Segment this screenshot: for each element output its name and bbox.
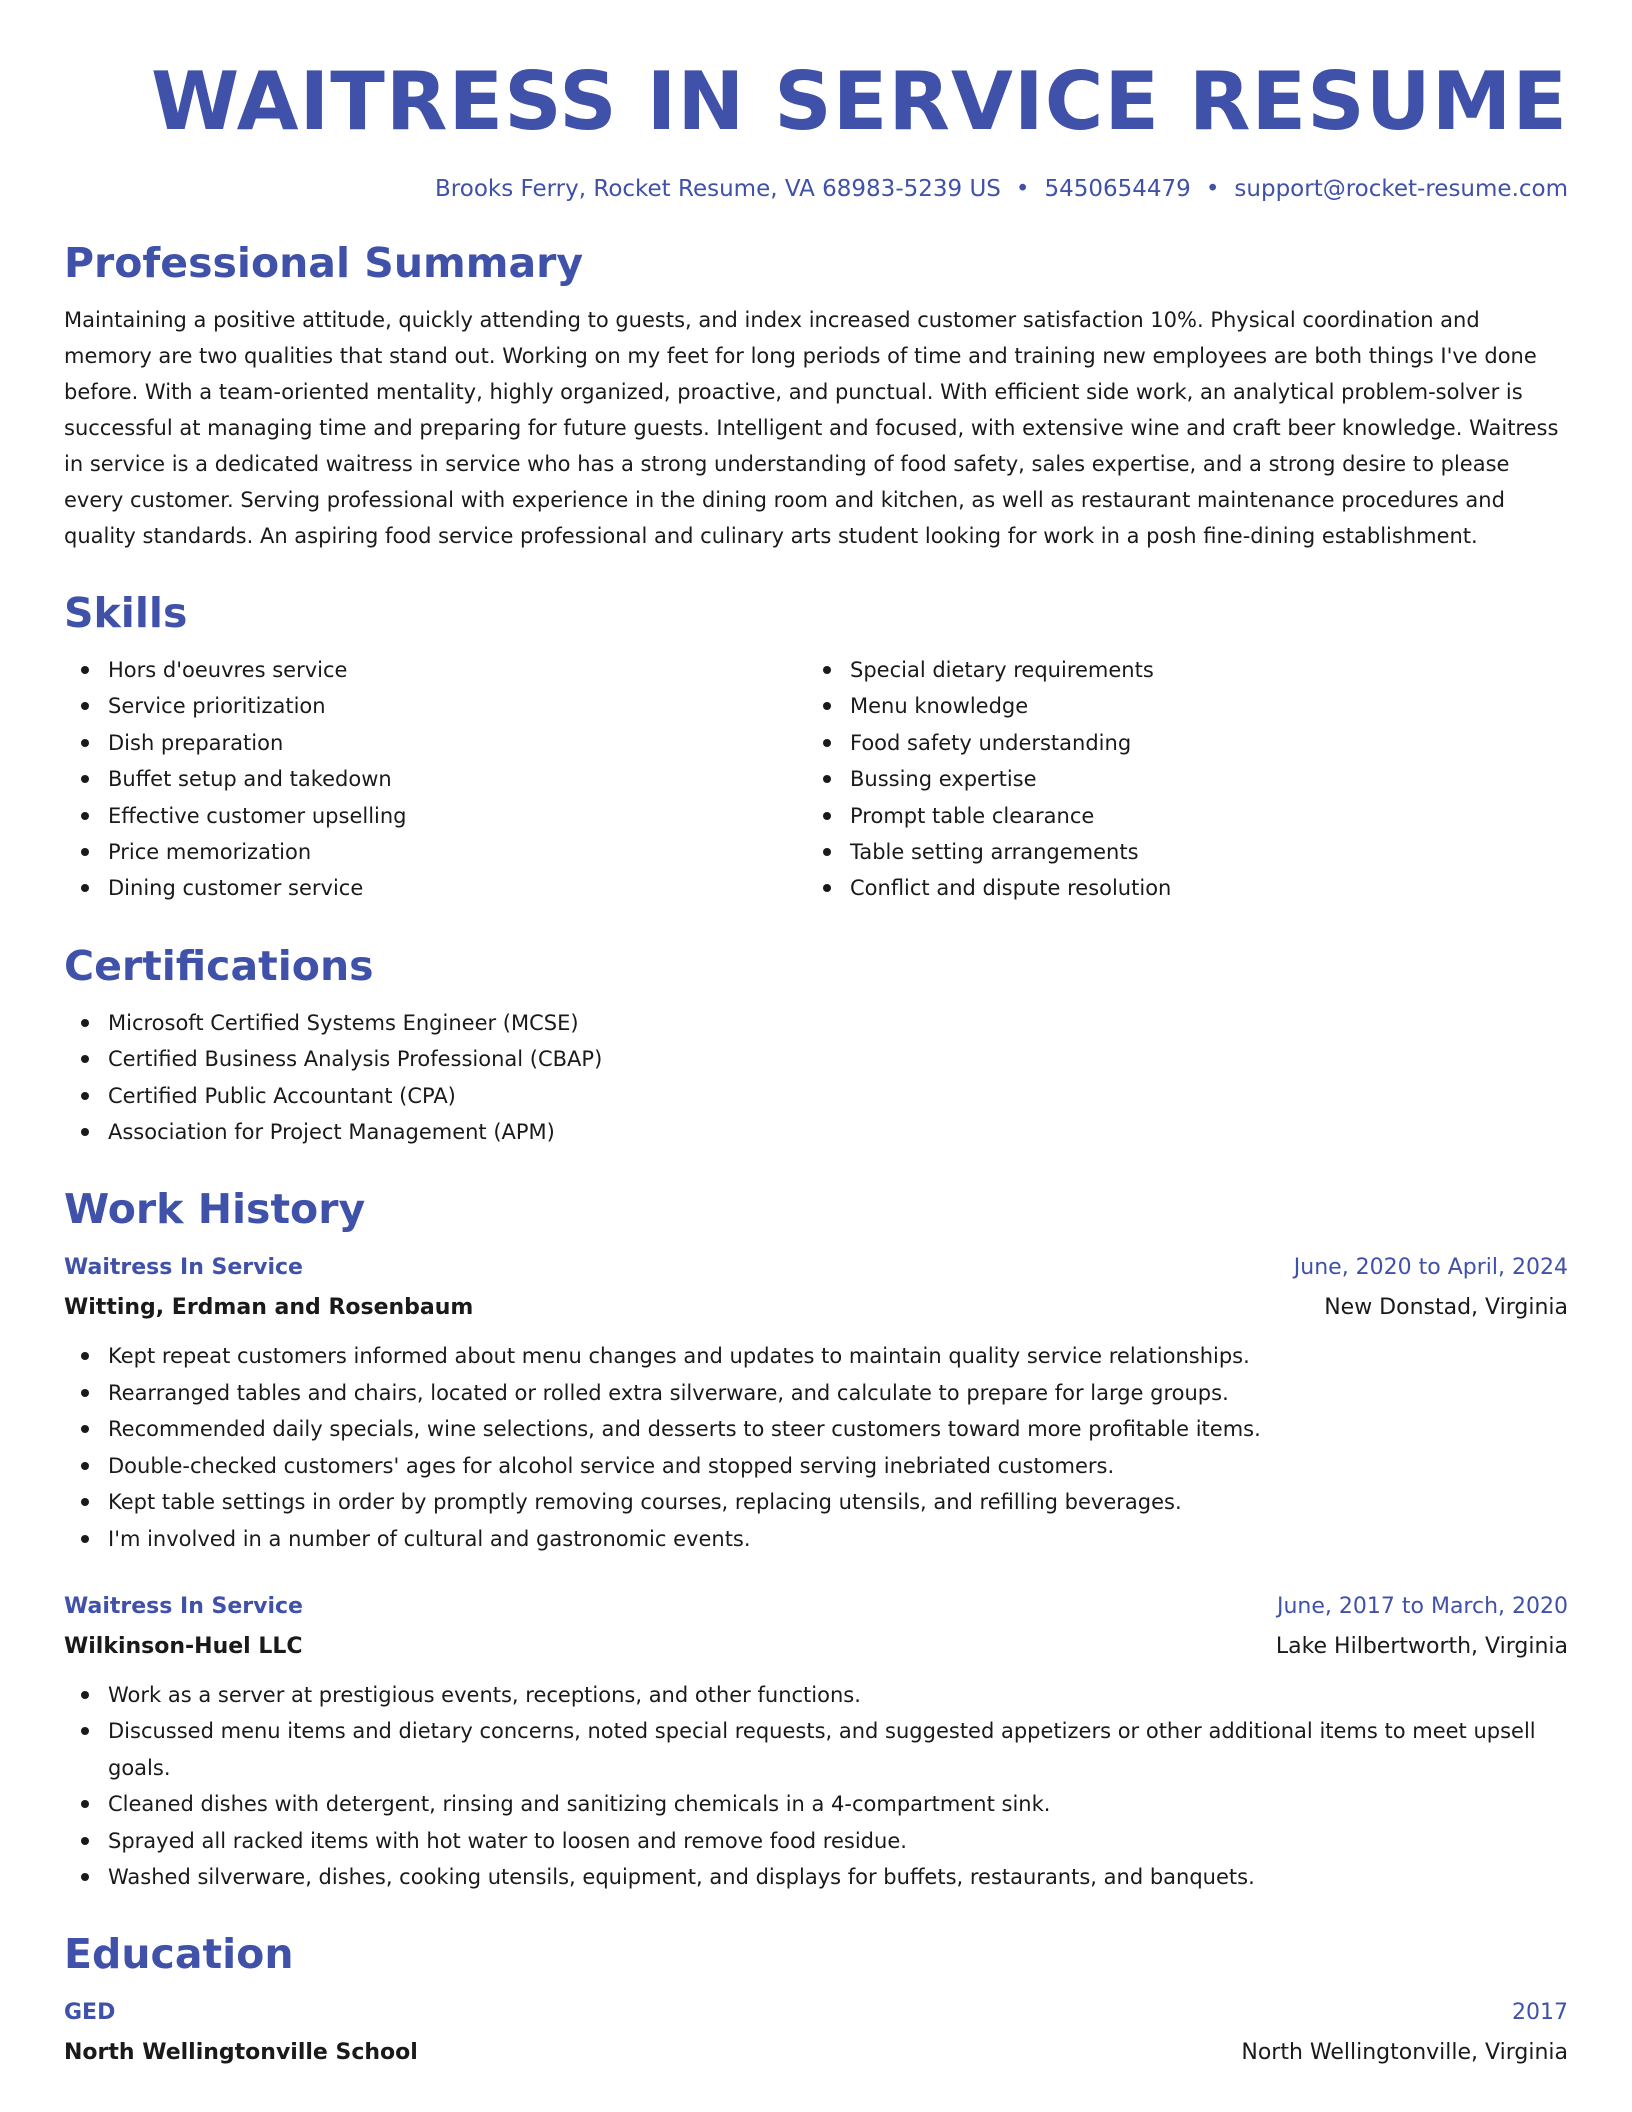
- certification-item: Certified Public Accountant (CPA): [64, 1078, 1568, 1114]
- skill-item: Conflict and dispute resolution: [806, 870, 1568, 906]
- certifications-title: Certifications: [64, 941, 374, 990]
- job-entry: [64, 1587, 1568, 1895]
- skills-list-left: [64, 652, 806, 907]
- certifications-section: [64, 941, 1568, 1151]
- education-section: [64, 1929, 1568, 2073]
- skill-item: Bussing expertise: [806, 761, 1568, 797]
- skill-item: Service prioritization: [64, 688, 806, 724]
- job-header-row: [64, 1248, 1568, 1288]
- job-company: Wilkinson-Huel LLC: [64, 1633, 303, 1659]
- education-year: 2017: [1512, 2000, 1568, 2026]
- skill-item: Menu knowledge: [806, 688, 1568, 724]
- work-history-section: [64, 1184, 1568, 1895]
- skill-item: Prompt table clearance: [806, 798, 1568, 834]
- job-title: Waitress In Service: [64, 1593, 303, 1619]
- job-bullet: Work as a server at prestigious events, receptions, and other functions.: [64, 1677, 1568, 1713]
- certifications-list: [64, 1005, 1568, 1151]
- contact-address: Brooks Ferry, Rocket Resume, VA 68983-5239 US: [435, 176, 1001, 202]
- skills-section: [64, 588, 1568, 907]
- education-header-row: [64, 1993, 1568, 2033]
- skill-item: Price memorization: [64, 834, 806, 870]
- job-bullet: Recommended daily specials, wine selections, and desserts to steer customers toward more profitable items.: [64, 1411, 1568, 1447]
- education-title: Education: [64, 1930, 294, 1979]
- resume-header: [64, 0, 1568, 204]
- job-title: Waitress In Service: [64, 1255, 303, 1281]
- job-bullet: Kept repeat customers informed about menu changes and updates to maintain quality service relationships.: [64, 1338, 1568, 1374]
- contact-email: support@rocket-resume.com: [1234, 176, 1568, 202]
- job-entry: [64, 1248, 1568, 1556]
- job-dates: June, 2017 to March, 2020: [1277, 1593, 1568, 1619]
- job-bullet: Washed silverware, dishes, cooking utensils, equipment, and displays for buffets, restaurants, and banquets.: [64, 1859, 1568, 1895]
- skill-item: Hors d'oeuvres service: [64, 652, 806, 688]
- contact-separator: •: [1205, 176, 1220, 202]
- skill-item: Buffet setup and takedown: [64, 761, 806, 797]
- job-bullets: [64, 1677, 1568, 1895]
- job-company-row: [64, 1627, 1568, 1667]
- certification-item: Association for Project Management (APM): [64, 1114, 1568, 1150]
- skill-item: Dining customer service: [64, 870, 806, 906]
- job-bullet: Discussed menu items and dietary concerns, noted special requests, and suggested appetizers or other additional items to meet upsell goals.: [64, 1713, 1568, 1786]
- skill-item: Special dietary requirements: [806, 652, 1568, 688]
- skills-grid: [64, 652, 1568, 907]
- job-bullet: Rearranged tables and chairs, located or rolled extra silverware, and calculate to prepare for large groups.: [64, 1375, 1568, 1411]
- education-school-row: [64, 2033, 1568, 2073]
- job-bullet: Double-checked customers' ages for alcohol service and stopped serving inebriated customers.: [64, 1448, 1568, 1484]
- skill-item: Effective customer upselling: [64, 798, 806, 834]
- job-company-row: [64, 1288, 1568, 1328]
- skill-item: Table setting arrangements: [806, 834, 1568, 870]
- skill-item: Dish preparation: [64, 725, 806, 761]
- contact-separator: •: [1015, 176, 1030, 202]
- summary-text: Maintaining a positive attitude, quickly attending to guests, and index increased customer satisfaction 10%. Physical coordination and memory are two qualities that stand out. Working on my feet for long periods of time and training new employees are both things I've done before. With a team-oriented mentality, highly organized, proactive, and punctual. With efficient side work, an analytical problem-solver is successful at managing time and preparing for future guests. Intelligent and focused, with extensive wine and craft beer knowledge. Waitress in service is a dedicated waitress in service who has a strong understanding of food safety, sales expertise, and a strong desire to please every customer. Serving professional with experience in the dining room and kitchen, as well as restaurant maintenance procedures and quality standards. An aspiring food service professional and culinary arts student looking for work in a posh fine-dining establishment.: [64, 308, 1559, 548]
- skills-list-right: [806, 652, 1568, 907]
- job-bullets: [64, 1338, 1568, 1556]
- job-bullet: Kept table settings in order by promptly removing courses, replacing utensils, and refilling beverages.: [64, 1484, 1568, 1520]
- education-school: North Wellingtonville School: [64, 2040, 418, 2066]
- skill-item: Food safety understanding: [806, 725, 1568, 761]
- job-location: New Donstad, Virginia: [1324, 1295, 1568, 1321]
- job-bullet: Cleaned dishes with detergent, rinsing and sanitizing chemicals in a 4-compartment sink.: [64, 1786, 1568, 1822]
- summary-title: Professional Summary: [64, 239, 584, 287]
- education-location: North Wellingtonville, Virginia: [1241, 2040, 1568, 2066]
- certification-item: Certified Business Analysis Professional (CBAP): [64, 1041, 1568, 1077]
- certification-item: Microsoft Certified Systems Engineer (MCSE): [64, 1005, 1568, 1041]
- job-header-row: [64, 1587, 1568, 1627]
- job-location: Lake Hilbertworth, Virginia: [1275, 1633, 1568, 1659]
- contact-phone: 5450654479: [1044, 176, 1191, 202]
- job-bullet: Sprayed all racked items with hot water to loosen and remove food residue.: [64, 1823, 1568, 1859]
- work-history-title: Work History: [64, 1185, 366, 1234]
- job-dates: June, 2020 to April, 2024: [1293, 1255, 1568, 1281]
- resume-name: WAITRESS IN SERVICE RESUME: [150, 55, 1568, 148]
- summary-section: [64, 238, 1568, 554]
- skills-title: Skills: [64, 589, 188, 637]
- contact-line: [64, 174, 1568, 204]
- job-company: Witting, Erdman and Rosenbaum: [64, 1295, 474, 1321]
- job-bullet: I'm involved in a number of cultural and gastronomic events.: [64, 1521, 1568, 1557]
- education-degree: GED: [64, 2000, 116, 2026]
